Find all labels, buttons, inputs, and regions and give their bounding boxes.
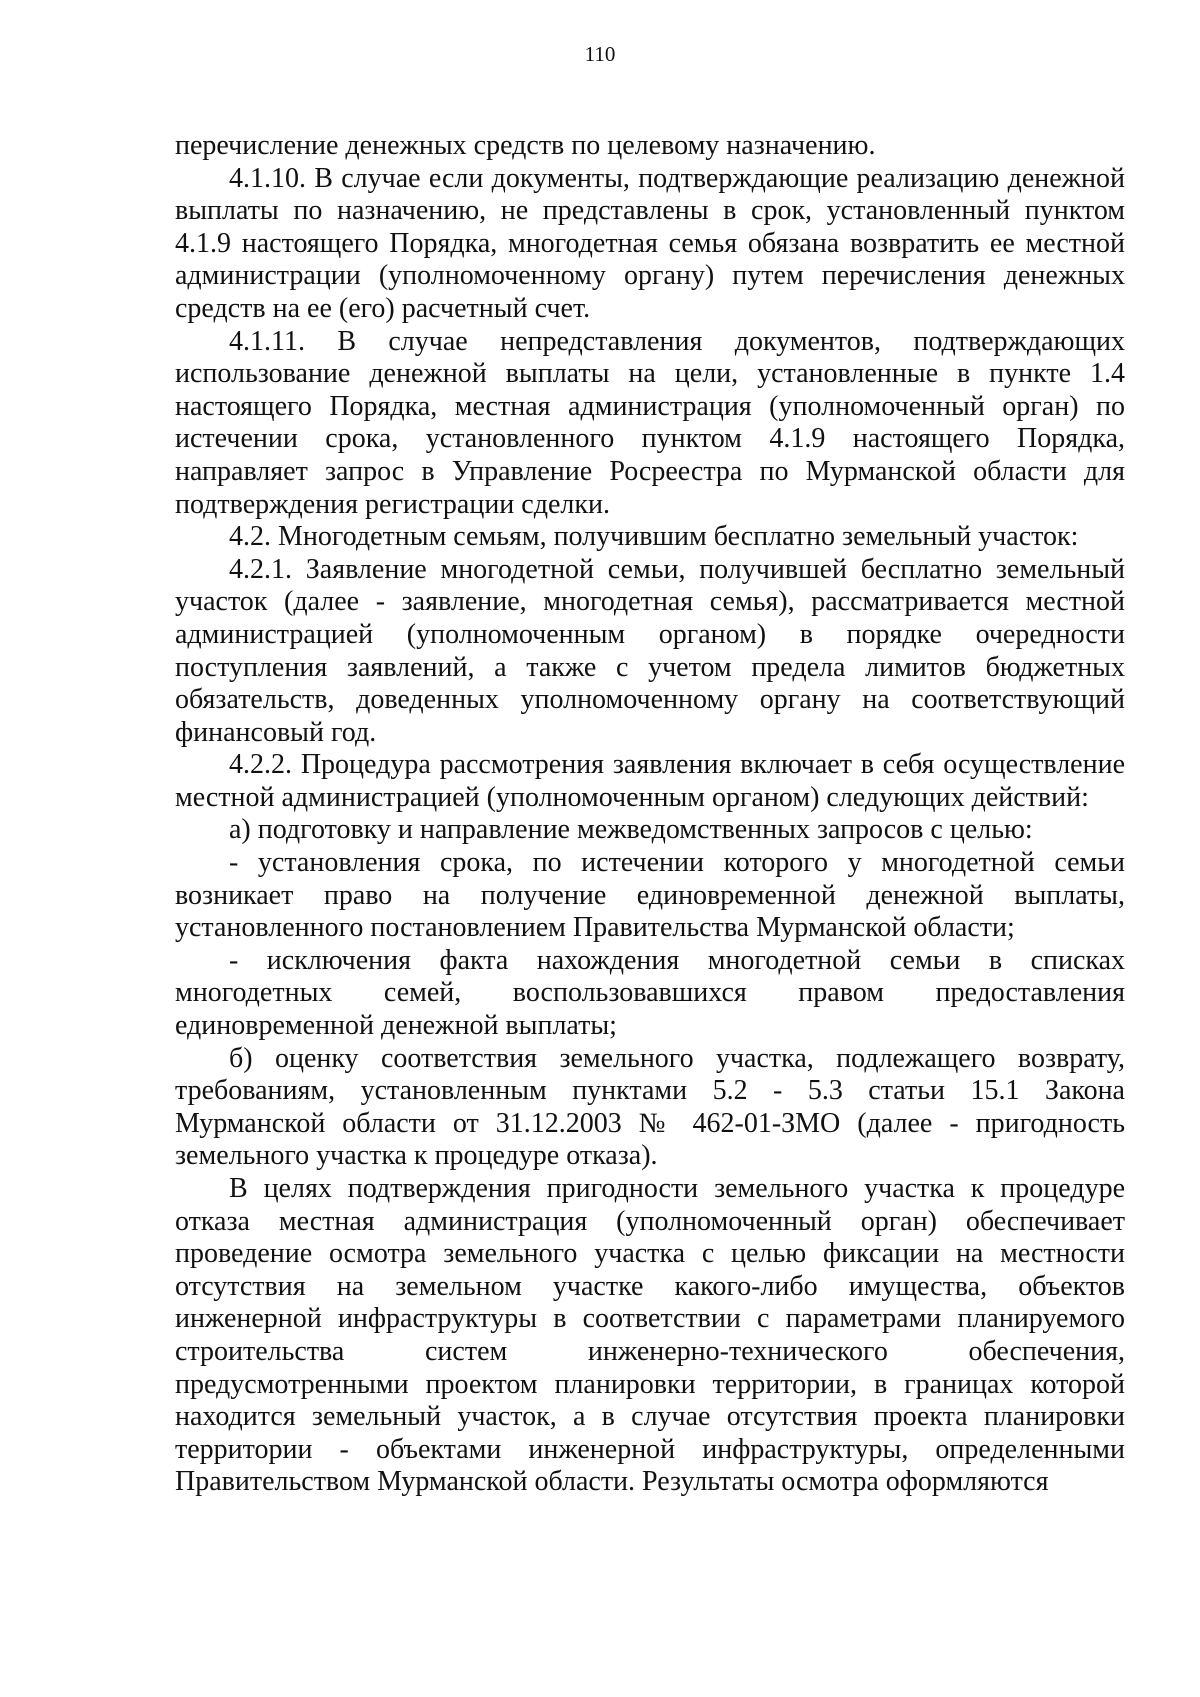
paragraph-4-1-10: 4.1.10. В случае если документы, подтверждающие реализацию денежной выплаты по назначению, не представлены в срок, установленный пунктом 4.1.9 настоящего Порядка, многодетная семья обязана возвратить ее местной администрации (уполномоченному органу) путем перечисления денежных средств на ее (его) расчетный счет.	[175, 162, 1125, 324]
paragraph-4-2-2: 4.2.2. Процедура рассмотрения заявления включает в себя осуществление местной администрацией (уполномоченным органом) следующих действий:	[175, 749, 1125, 813]
paragraph: перечисление денежных средств по целевому назначению.	[175, 130, 876, 161]
list-item-b: б) оценку соответствия земельного участка, подлежащего возврату, требованиям, установленным пунктами 5.2 - 5.3 статьи 15.1 Закона Мурманской области от 31.12.2003 № 462-01-ЗМО (далее - пригодность земельного участка к процедуре отказа).	[175, 1042, 1125, 1172]
list-item-a: а) подготовку и направление межведомственных запросов с целью:	[229, 814, 1033, 846]
paragraph-4-2-1: 4.2.1. Заявление многодетной семьи, получившей бесплатно земельный участок (далее - заявление, многодетная семья), рассматривается местной администрацией (уполномоченным органом) в порядке очередности поступления заявлений, а также с учетом предела лимитов бюджетных обязательств, доведенных уполномоченному органу на соответствующий финансовый год.	[175, 553, 1125, 748]
paragraph-inspection: В целях подтверждения пригодности земельного участка к процедуре отказа местная администрация (уполномоченный орган) обеспечивает проведение осмотра земельного участка с целью фиксации на местности отсутствия на земельном участке какого-либо имущества, объектов инженерной инфраструктуры в соответствии с параметрами планируемого строительства систем инженерно-технического обеспечения, предусмотренными проектом планировки территории, в границах которой находится земельный участок, а в случае отсутствия проекта планировки территории - объектами инженерной инфраструктуры, определенными Правительством Мурманской области. Результаты осмотра оформляются	[175, 1173, 1125, 1498]
paragraph-4-2: 4.2. Многодетным семьям, получившим бесплатно земельный участок:	[229, 521, 1079, 553]
paragraph-4-1-11: 4.1.11. В случае непредставления документов, подтверждающих использование денежной выплаты на цели, установленные в пункте 1.4 настоящего Порядка, местная администрация (уполномоченный орган) по истечении срока, установленного пунктом 4.1.9 настоящего Порядка, направляет запрос в Управление Росреестра по Мурманской области для подтверждения регистрации сделки.	[175, 325, 1125, 520]
list-item-dash-2: - исключения факта нахождения многодетной семьи в списках многодетных семей, воспользовавшихся правом предоставления единовременной денежной выплаты;	[175, 944, 1125, 1042]
list-item-dash-1: - установления срока, по истечении которого у многодетной семьи возникает право на получение единовременной денежной выплаты, установленного постановлением Правительства Мурманской области;	[175, 847, 1125, 944]
page-number: 110	[584, 42, 616, 66]
document-body	[175, 130, 1125, 1499]
